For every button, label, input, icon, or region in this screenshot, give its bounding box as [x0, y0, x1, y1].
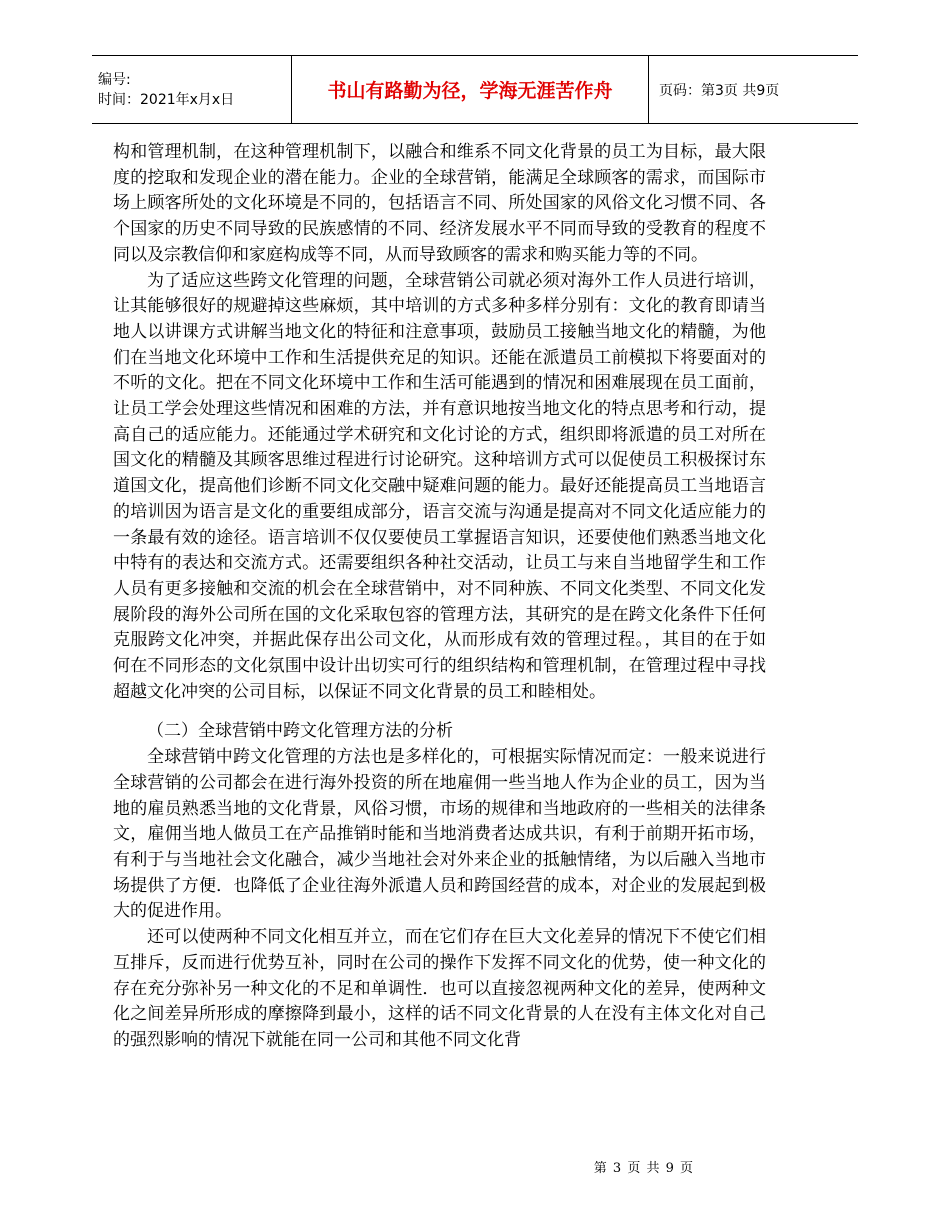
- paragraph-3: 全球营销中跨文化管理的方法也是多样化的，可根据实际情况而定：一般来说进行全球营销的公司都会在进行海外投资的所在地雇佣一些当地人作为企业的员工，因为当地的雇员熟悉当地的文化背景，风俗习惯，市场的规律和当地政府的一些相关的法律条文，雇佣当地人做员工在产品推销时能和当地消费者达成共识，有利于前期开拓市场，有利于与当地社会文化融合，减少当地社会对外来企业的抵触情绪，为以后融入当地市场提供了方便．也降低了企业往海外派遣人员和跨国经营的成本，对企业的发展起到极大的促进作用。: [113, 747, 766, 922]
- paragraph-1: 构和管理机制，在这种管理机制下，以融合和维系不同文化背景的员工为目标，最大限度的挖取和发现企业的潜在能力。企业的全球营销，能满足全球顾客的需求，而国际市场上顾客所处的文化环境是不同的，包括语言不同、所处国家的风俗文化习惯不同、各个国家的历史不同导致的民族感情的不同、经济发展水平不同而导致的受教育的程度不同以及宗教信仰和家庭构成等不同，从而导致顾客的需求和购买能力等的不同。: [113, 142, 766, 265]
- paragraph-2: 为了适应这些跨文化管理的问题，全球营销公司就必须对海外工作人员进行培训，让其能够很好的规避掉这些麻烦，其中培训的方式多种多样分别有：文化的教育即请当地人以讲课方式讲解当地文化的特征和注意事项，鼓励员工接触当地文化的精髓，为他们在当地文化环境中工作和生活提供充足的知识。还能在派遣员工前模拟下将要面对的不听的文化。把在不同文化环境中工作和生活可能遇到的情况和困难展现在员工面前，让员工学会处理这些情况和困难的方法，并有意识地按当地文化的特点思考和行动，提高自己的适应能力。还能通过学术研究和文化讨论的方式，组织即将派遣的员工对所在国文化的精髓及其顾客思维过程进行讨论研究。这种培训方式可以促使员工积极探讨东道国文化，提高他们诊断不同文化交融中疑难问题的能力。最好还能提高员工当地语言的培训因为语言是文化的重要组成部分，语言交流与沟通是提高对不同文化适应能力的一条最有效的途径。语言培训不仅仅要使员工掌握语言知识，还要使他们熟悉当地文化中特有的表达和交流方式。还需要组织各种社交活动，让员工与来自当地留学生和工作人员有更多接触和交流的机会在全球营销中，对不同种族、不同文化类型、不同文化发展阶段的海外公司所在国的文化采取包容的管理方法，其研究的是在跨文化条件下任何克服跨文化冲突，并据此保存出公司文化，从而形成有效的管理过程。，其目的在于如何在不同形态的文化氛围中设计出切实可行的组织结构和管理机制，在管理过程中寻找超越文化冲突的公司目标，以保证不同文化背景的员工和睦相处。: [113, 270, 766, 702]
- section-heading: （二）全球营销中跨文化管理方法的分析: [147, 721, 453, 742]
- header-page-label: 页码：第3页 共9页: [659, 82, 780, 99]
- header-meta: [92, 56, 292, 123]
- page-header: [92, 55, 858, 124]
- page-footer: 第 3 页 共 9 页: [593, 1161, 694, 1176]
- document-number-label: 编号:: [98, 71, 131, 88]
- paragraph-4: 还可以使两种不同文化相互并立，而在它们存在巨大文化差异的情况下不使它们相互排斥，反而进行优势互补，同时在公司的操作下发挥不同文化的优势，使一种文化的存在充分弥补另一种文化的不足和单调性．也可以直接忽视两种文化的差异，使两种文化之间差异所形成的摩擦降到最小，这样的话不同文化背景的人在没有主体文化对自己的强烈影响的情况下就能在同一公司和其他不同文化背: [113, 927, 766, 1050]
- header-motto: 书山有路勤为径，学海无涯苦作舟: [292, 56, 649, 123]
- document-body: [113, 140, 766, 1054]
- document-time-label: 时间：2021年x月x日: [98, 91, 235, 108]
